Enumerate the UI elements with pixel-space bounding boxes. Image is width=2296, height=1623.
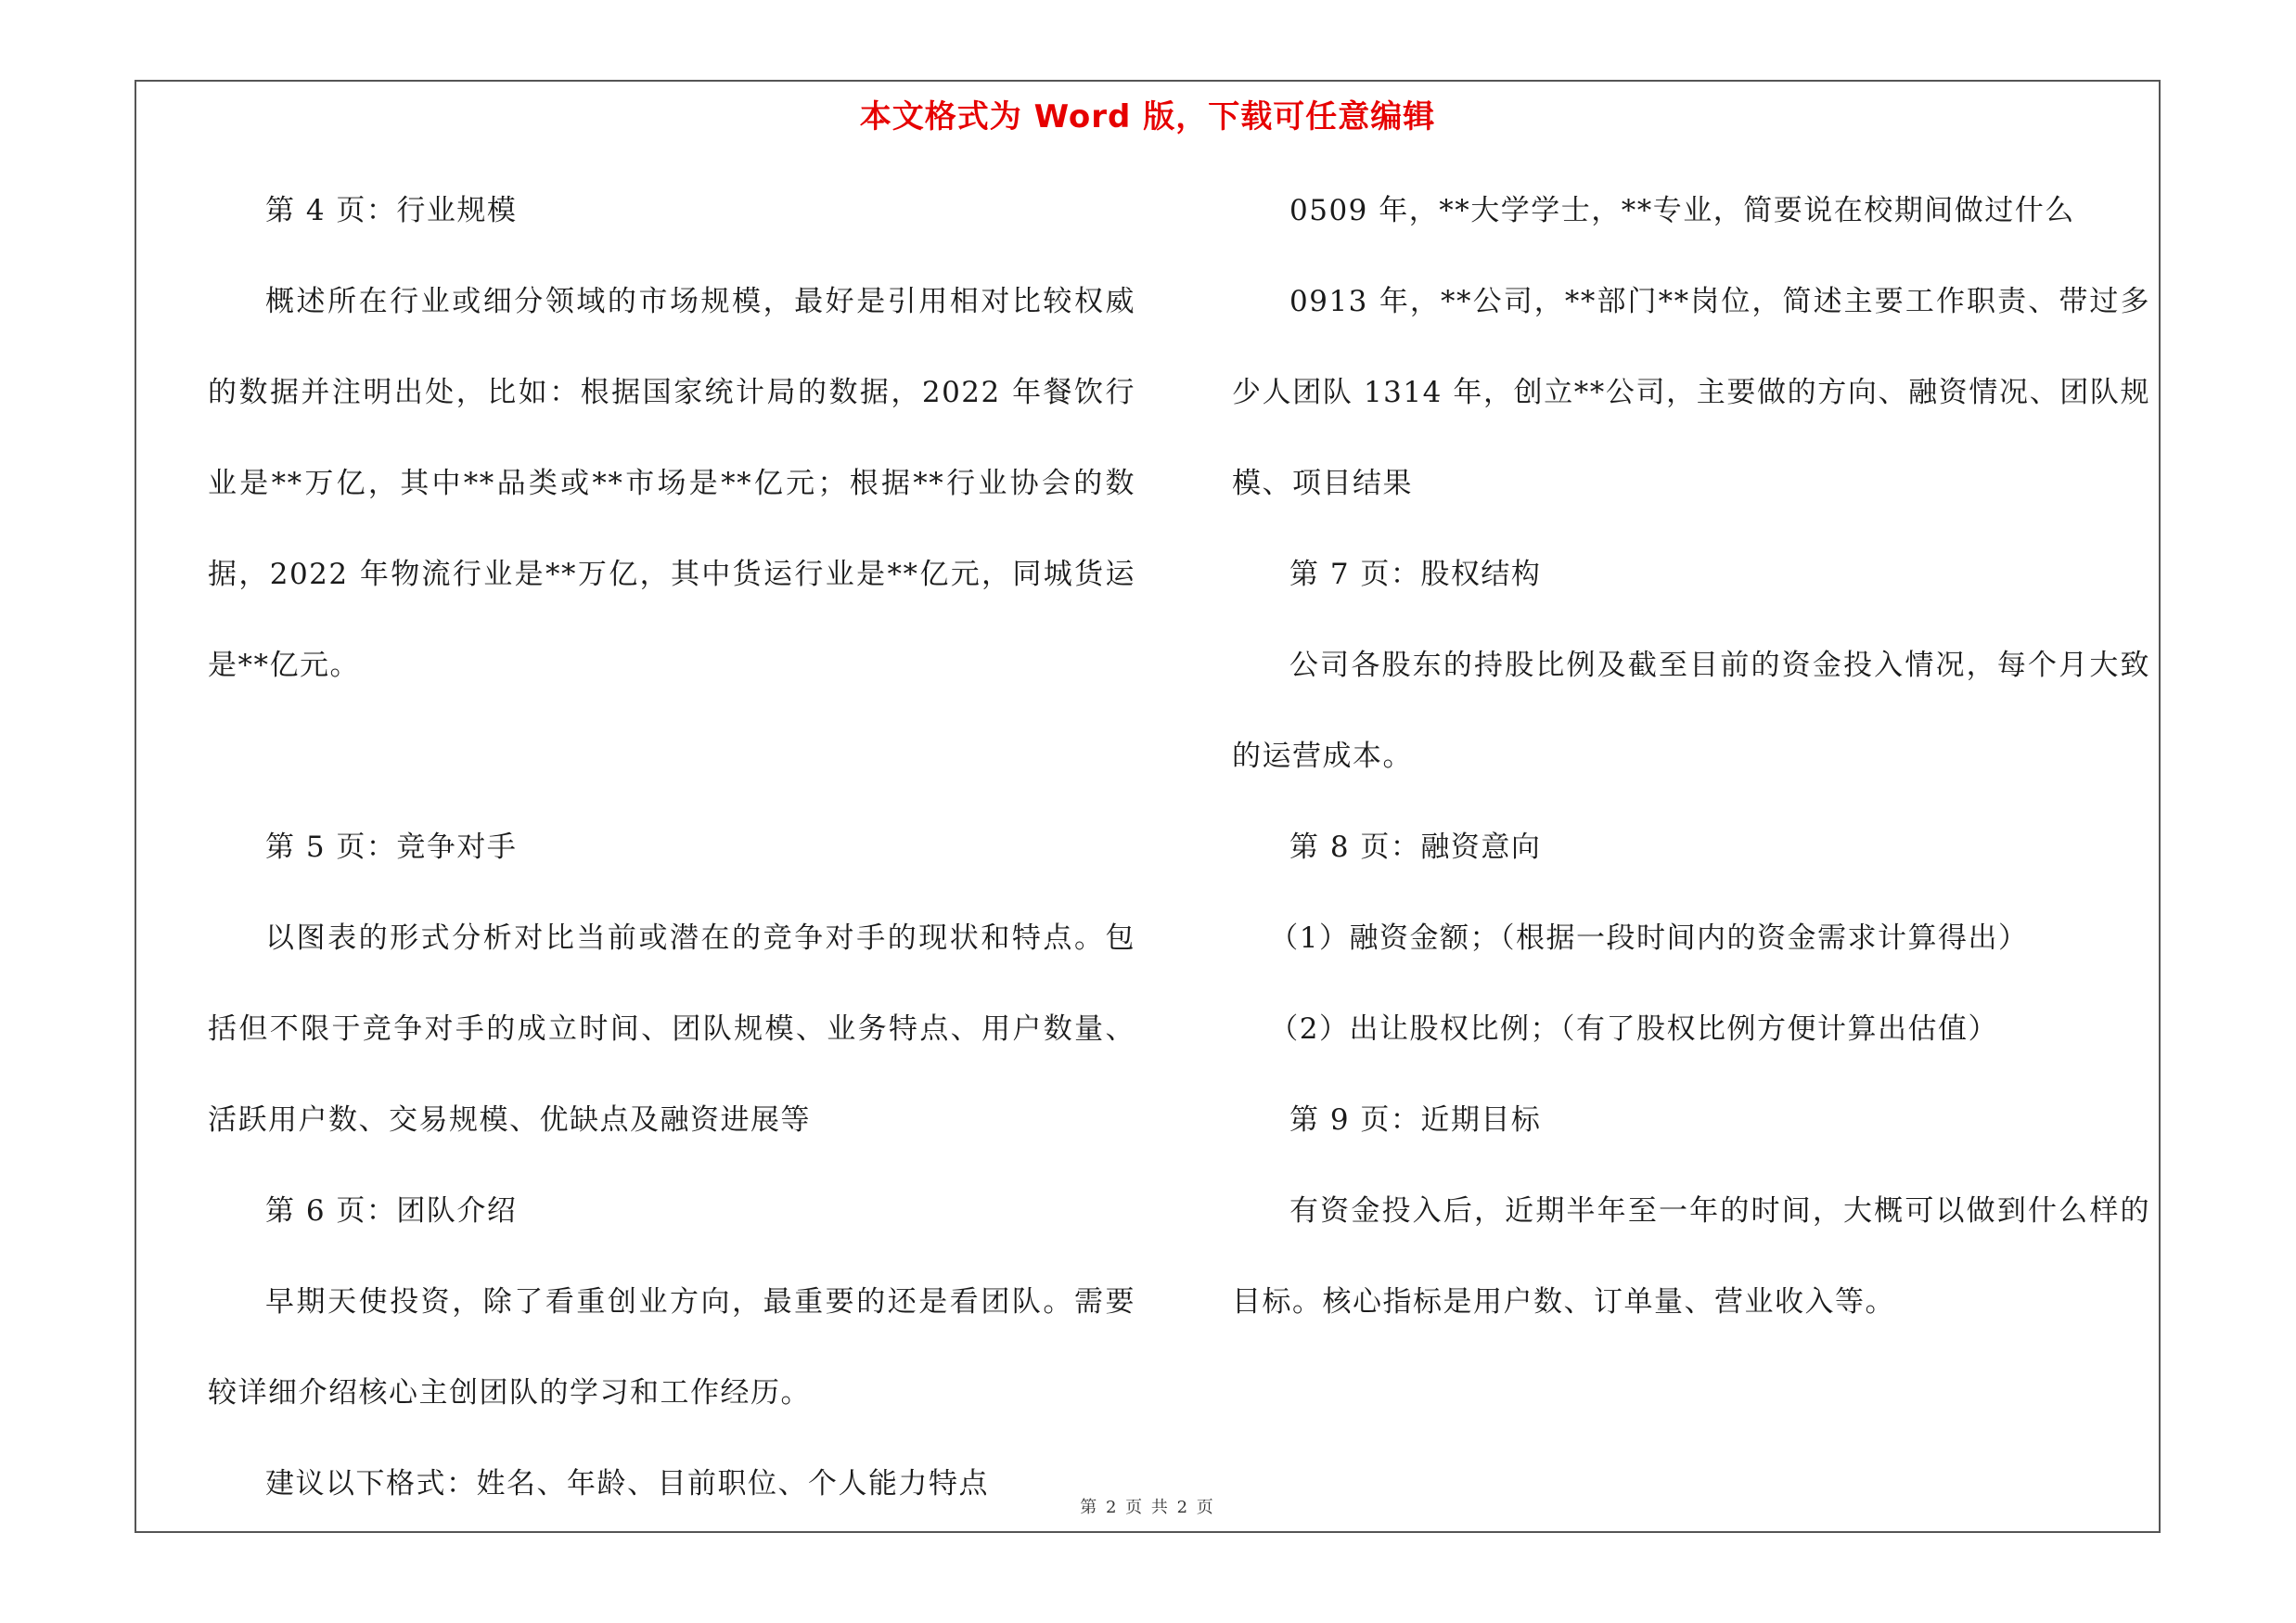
- heading-financing: 第 8 页：融资意向: [1289, 831, 1542, 864]
- paragraph-competitors: 以图表的形式分析对比当前或潜在的竞争对手的现状和特点。包括但不限于竞争对手的成立时间、团队规模、业务特点、用户数量、活跃用户数、交易规模、优缺点及融资进展等: [208, 921, 1135, 1137]
- paragraph-goals: 有资金投入后，近期半年至一年的时间，大概可以做到什么样的目标。核心指标是用户数、订单量、营业收入等。: [1232, 1194, 2150, 1319]
- paragraph-format-suggestion: 建议以下格式：姓名、年龄、目前职位、个人能力特点: [265, 1467, 989, 1501]
- paragraph-equity: 公司各股东的持股比例及截至目前的资金投入情况，每个月大致的运营成本。: [1232, 649, 2150, 773]
- paragraph-team: 早期天使投资，除了看重创业方向，最重要的还是看团队。需要较详细介绍核心主创团队的学习和工作经历。: [208, 1285, 1135, 1410]
- paragraph-industry-scale: 概述所在行业或细分领域的市场规模，最好是引用相对比较权威的数据并注明出处，比如：根据国家统计局的数据，2022 年餐饮行业是**万亿，其中**品类或**市场是**亿元；根据**行业协会的数据，2022 年物流行业是**万亿，其中货运行业是**亿元，同城货运是**亿元。: [208, 285, 1135, 682]
- paragraph-education: 0509 年，**大学学士，**专业，简要说在校期间做过什么: [1289, 194, 2075, 227]
- heading-team: 第 6 页：团队介绍: [265, 1194, 518, 1228]
- page-frame: [135, 80, 2161, 1533]
- heading-goals: 第 9 页：近期目标: [1289, 1103, 1542, 1137]
- paragraph-work-history: 0913 年，**公司，**部门**岗位，简述主要工作职责、带过多少人团队 1314 年，创立**公司，主要做的方向、融资情况、团队规模、项目结果: [1232, 285, 2150, 500]
- financing-item-amount: （1）融资金额；（根据一段时间内的资金需求计算得出）: [1269, 921, 2029, 955]
- heading-equity: 第 7 页：股权结构: [1289, 558, 1542, 591]
- word-format-banner: 本文格式为 Word 版，下载可任意编辑: [859, 98, 1436, 135]
- financing-item-equity-ratio: （2）出让股权比例；（有了股权比例方便计算出估值）: [1269, 1012, 1999, 1046]
- heading-industry-scale: 第 4 页：行业规模: [265, 194, 518, 227]
- heading-competitors: 第 5 页：竞争对手: [265, 831, 518, 864]
- page-number-footer: 第 2 页 共 2 页: [1080, 1498, 1215, 1517]
